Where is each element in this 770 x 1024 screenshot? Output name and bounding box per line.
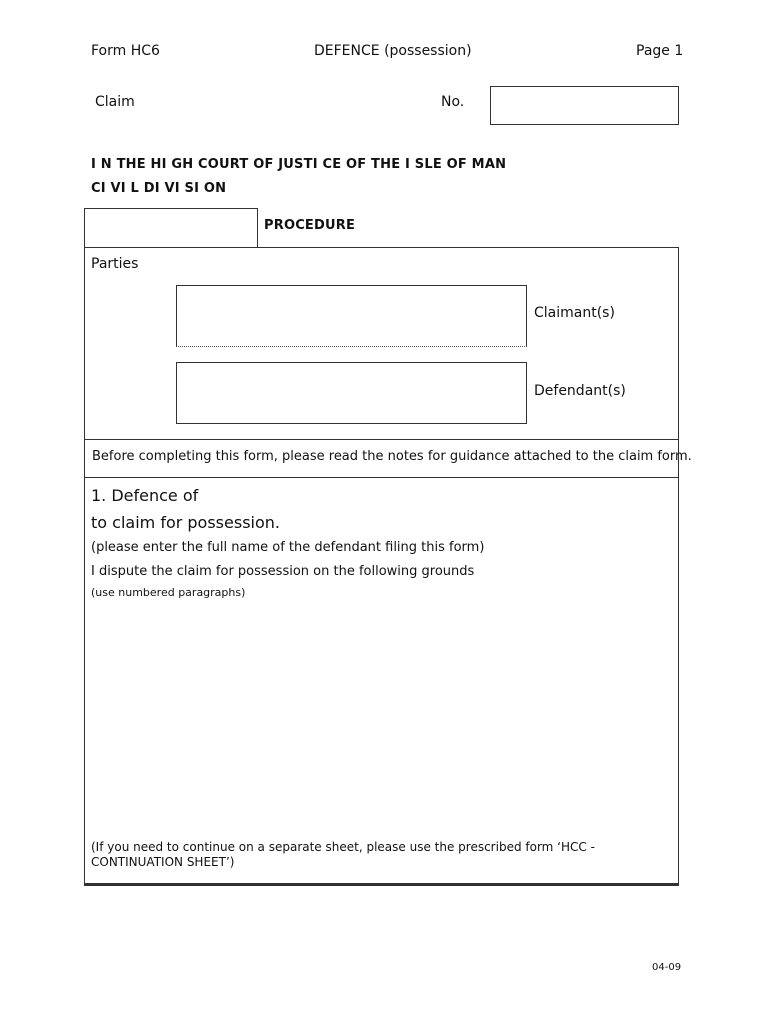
guidance-bottom-rule	[84, 477, 679, 478]
parties-label: Parties	[91, 256, 139, 272]
dispute-statement: I dispute the claim for possession on the following grounds	[91, 564, 475, 579]
form-bottom-rule	[84, 883, 679, 886]
defence-subheading: to claim for possession.	[91, 513, 280, 532]
claim-number-label: No.	[441, 94, 465, 110]
guidance-note: Before completing this form, please read the notes for guidance attached to the claim form.	[92, 449, 692, 464]
defence-heading: 1. Defence of	[91, 486, 199, 505]
form-id: Form HC6	[91, 43, 160, 59]
form-title: DEFENCE (possession)	[314, 43, 472, 59]
continuation-note: (If you need to continue on a separate sheet, please use the prescribed form ‘HCC - CONTINUATION SHEET’)	[91, 840, 595, 869]
page-number: Page 1	[636, 43, 684, 59]
defendant-label: Defendant(s)	[534, 383, 626, 399]
procedure-tab-box	[84, 208, 258, 248]
court-name: I N THE HI GH COURT OF JUSTI CE OF THE I SLE OF MAN	[91, 157, 507, 172]
claimant-field[interactable]	[176, 285, 527, 347]
guidance-top-rule	[84, 439, 679, 440]
defendant-field[interactable]	[176, 362, 527, 424]
form-version-code: 04-09	[652, 962, 682, 973]
defendant-name-hint: (please enter the full name of the defendant filing this form)	[91, 540, 485, 555]
procedure-heading: PROCEDURE	[264, 218, 356, 233]
grounds-text-area[interactable]	[86, 604, 677, 834]
claimant-label: Claimant(s)	[534, 305, 615, 321]
claim-number-field[interactable]	[490, 86, 679, 125]
court-division: CI VI L DI VI SI ON	[91, 181, 227, 196]
paragraph-hint: (use numbered paragraphs)	[91, 586, 246, 599]
claim-label: Claim	[95, 94, 135, 110]
